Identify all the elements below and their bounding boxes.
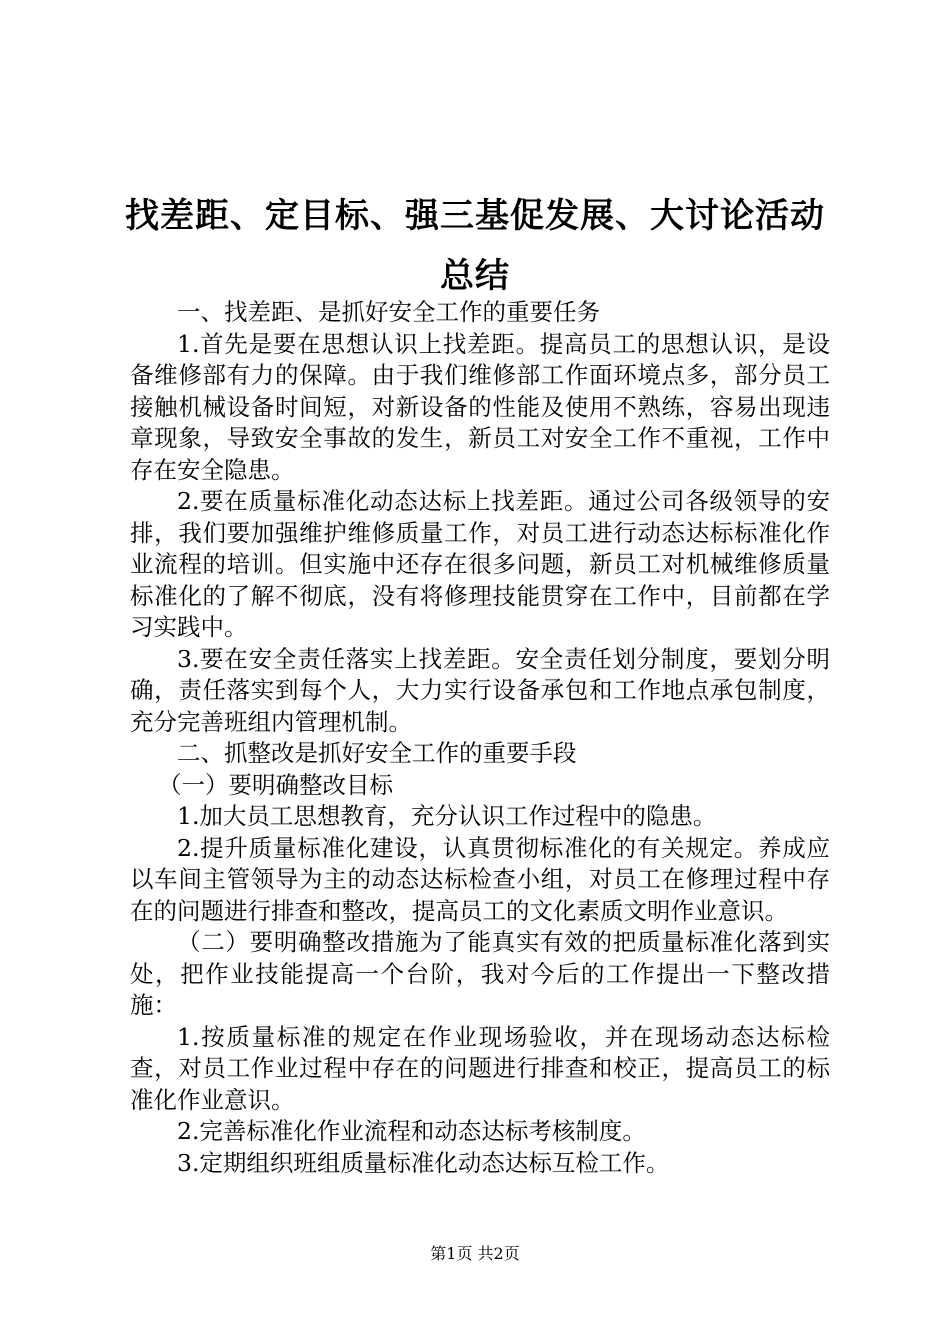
section-heading-2: 二、抓整改是抓好安全工作的重要手段 [177, 739, 577, 767]
paragraph-2-2: 2.提升质量标准化建设，认真贯彻标准化的有关规定。养成应以车间主管领导为主的动态达标检查小组，对员工在修理过程中存在的问题进行排查和整改，提高员工的文化素质文明作业意识。 [130, 833, 830, 925]
paragraph-2-1: 1.加大员工思想教育，充分认识工作过程中的隐患。 [177, 802, 717, 830]
section-heading-1: 一、找差距、是抓好安全工作的重要任务 [177, 298, 600, 326]
title-line-1: 找差距、定目标、强三基促发展、大讨论活动 [125, 196, 825, 236]
subsection-heading-1: （一）要明确整改目标 [158, 770, 393, 799]
subsection-heading-2: （二）要明确整改措施为了能真实有效的把质量标准化落到实处，把作业技能提高一个台阶，我对今后的工作提出一下整改措施： [130, 928, 830, 1019]
paragraph-1-3: 3.要在安全责任落实上找差距。安全责任划分制度，要划分明确，责任落实到每个人，大力实行设备承包和工作地点承包制度，充分完善班组内管理机制。 [130, 644, 830, 736]
document-body [130, 297, 830, 1179]
paragraph-1-1: 1.首先是要在思想认识上找差距。提高员工的思想认识，是设备维修部有力的保障。由于我们维修部工作面环境点多，部分员工接触机械设备时间短，对新设备的性能及使用不熟练，容易出现违章现象，导致安全事故的发生，新员工对安全工作不重视，工作中存在安全隐患。 [130, 329, 830, 484]
paragraph-3-3: 3.定期组织班组质量标准化动态达标互检工作。 [177, 1148, 670, 1177]
document-title [0, 186, 950, 306]
page-footer: 第1页 共2页 [430, 1244, 520, 1263]
title-line-2: 总结 [440, 256, 510, 296]
paragraph-3-1: 1.按质量标准的规定在作业现场验收，并在现场动态达标检查，对员工作业过程中存在的问题进行排查和校正，提高员工的标准化作业意识。 [130, 1022, 830, 1114]
paragraph-3-2: 2.完善标准化作业流程和动态达标考核制度。 [177, 1117, 646, 1145]
paragraph-1-2: 2.要在质量标准化动态达标上找差距。通过公司各级领导的安排，我们要加强维护维修质量工作，对员工进行动态达标标准化作业流程的培训。但实施中还存在很多问题，新员工对机械维修质量标准化的了解不彻底，没有将修理技能贯穿在工作中，目前都在学习实践中。 [130, 487, 830, 641]
